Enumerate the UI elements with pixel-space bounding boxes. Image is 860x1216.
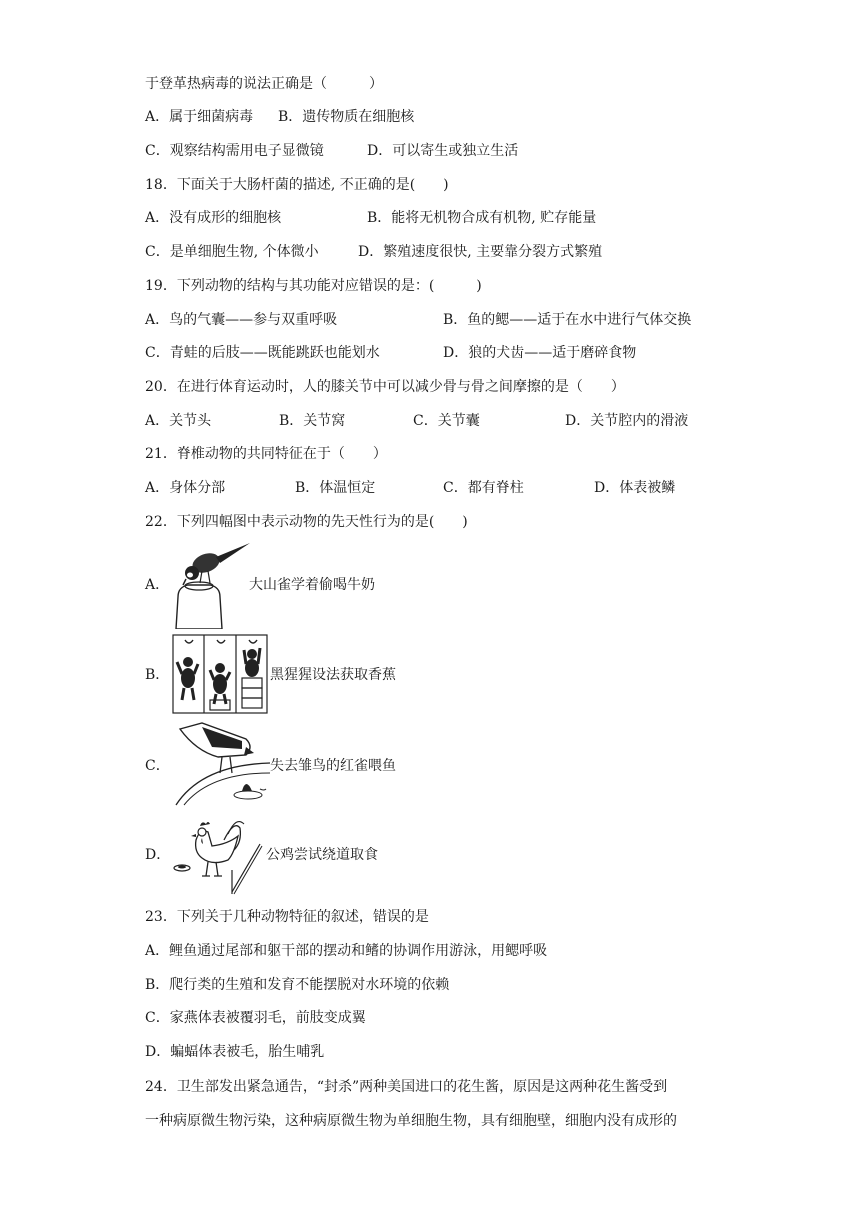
q22-option-a-letter: A．: [145, 577, 170, 593]
q21-option-a: A．身体分部: [145, 480, 226, 496]
q22-option-c-caption: 失去雏鸟的红雀喂鱼: [270, 758, 396, 774]
q20-option-a: A．关节头: [145, 413, 212, 429]
q19-option-c: C．青蛙的后肢——既能跳跃也能划水: [145, 345, 380, 361]
q19-option-a: A．鸟的气囊——参与双重呼吸: [145, 312, 338, 328]
q18-option-a: A．没有成形的细胞核: [145, 210, 282, 226]
q23-option-c: C．家燕体表被覆羽毛，前肢变成翼: [145, 1010, 366, 1026]
q17-stem: 于登革热病毒的说法正确是（ ）: [145, 76, 383, 92]
bird-drinking-milk-illustration: [172, 537, 252, 629]
q17-option-a: A．属于细菌病毒: [145, 109, 254, 125]
q21-option-d: D．体表被鳞: [594, 480, 676, 496]
q23-option-b: B．爬行类的生殖和发育不能摆脱对水环境的依赖: [145, 977, 450, 993]
q22-option-b-caption: 黑猩猩设法获取香蕉: [270, 667, 396, 683]
q22-option-d-caption: 公鸡尝试绕道取食: [266, 847, 378, 863]
q20-option-d: D．关节腔内的滑液: [565, 413, 689, 429]
q20-option-b: B．关节窝: [279, 413, 346, 429]
q22-stem: 22．下列四幅图中表示动物的先天性行为的是( ): [145, 514, 468, 530]
q23-stem: 23．下列关于几种动物特征的叙述，错误的是: [145, 909, 429, 925]
q19-option-b: B．鱼的鳃——适于在水中进行气体交换: [443, 312, 692, 328]
q21-option-b: B．体温恒定: [295, 480, 376, 496]
q18-stem: 18．下面关于大肠杆菌的描述, 不正确的是( ): [145, 177, 449, 193]
chimpanzee-getting-banana-illustration: [172, 634, 268, 714]
q23-option-d: D．蝙蝠体表被毛，胎生哺乳: [145, 1044, 325, 1060]
q20-stem: 20．在进行体育运动时，人的膝关节中可以减少骨与骨之间摩擦的是（ ）: [145, 379, 625, 395]
q17-option-c: C．观察结构需用电子显微镜: [145, 143, 324, 159]
cardinal-feeding-fish-illustration: [172, 717, 272, 807]
q17-option-d: D．可以寄生或独立生活: [367, 143, 519, 159]
q24-line-1: 24．卫生部发出紧急通告，“封杀”两种美国进口的花生酱，原因是这两种花生酱受到: [145, 1079, 668, 1095]
q18-option-c: C．是单细胞生物, 个体微小: [145, 244, 319, 260]
q21-option-c: C．都有脊柱: [443, 480, 524, 496]
q18-option-d: D．繁殖速度很快, 主要靠分裂方式繁殖: [358, 244, 603, 260]
q21-stem: 21．脊椎动物的共同特征在于（ ）: [145, 446, 387, 462]
q17-option-b: B．遗传物质在细胞核: [278, 109, 415, 125]
q19-option-d: D．狼的犬齿——适于磨碎食物: [443, 345, 637, 361]
q18-option-b: B．能将无机物合成有机物, 贮存能量: [367, 210, 597, 226]
q23-option-a: A．鲤鱼通过尾部和躯干部的摆动和鳍的协调作用游泳，用鳃呼吸: [145, 943, 548, 959]
q20-option-c: C．关节囊: [413, 413, 480, 429]
q22-option-a-caption: 大山雀学着偷喝牛奶: [249, 577, 375, 593]
q24-line-2: 一种病原微生物污染，这种病原微生物为单细胞生物，具有细胞壁，细胞内没有成形的: [145, 1113, 677, 1129]
q19-stem: 19．下列动物的结构与其功能对应错误的是：( ): [145, 278, 482, 294]
q22-option-c-letter: C．: [145, 758, 170, 774]
q22-option-b-letter: B．: [145, 667, 170, 683]
q22-option-d-letter: D．: [145, 847, 171, 863]
rooster-detour-illustration: [172, 810, 268, 896]
